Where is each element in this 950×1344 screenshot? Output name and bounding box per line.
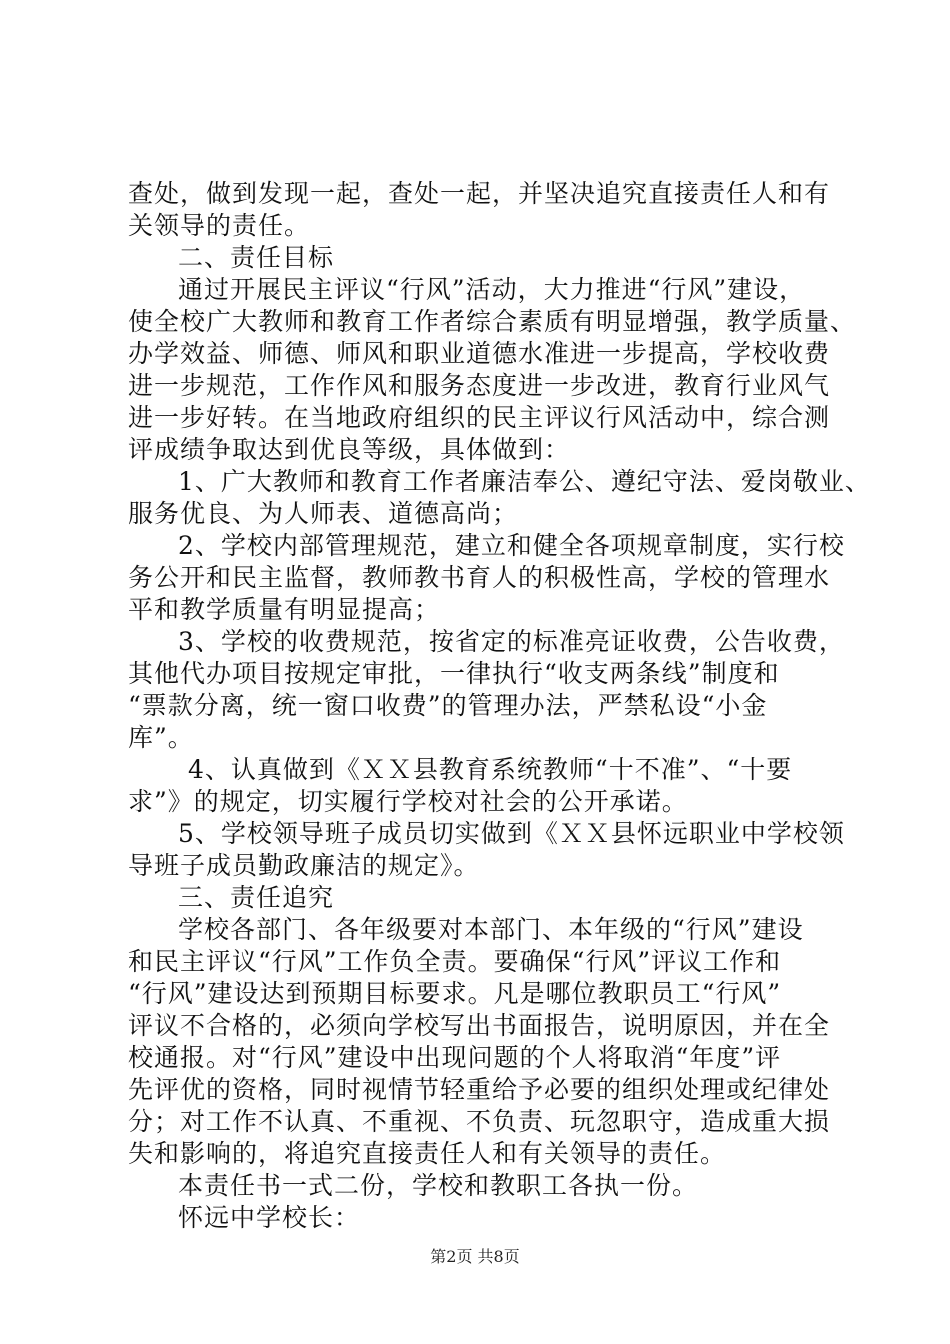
list-item-line: 导班子成员勤政廉洁的规定》。 xyxy=(128,851,480,880)
list-item-line: 4、认真做到《ＸＸ县教育系统教师“十不准”、“十要 xyxy=(188,755,793,784)
body-line: 校通报。对“行风”建设中出现问题的个人将取消“年度”评 xyxy=(128,1043,782,1072)
list-item-line: 其他代办项目按规定审批，一律执行“收支两条线”制度和 xyxy=(128,659,780,688)
body-line: 本责任书一式二份，学校和教职工各执一份。 xyxy=(178,1171,699,1200)
signature-line: 怀远中学校长： xyxy=(178,1203,361,1232)
body-line: 失和影响的，将追究直接责任人和有关领导的责任。 xyxy=(128,1139,727,1168)
body-line: 查处，做到发现一起，查处一起，并坚决追究直接责任人和有 xyxy=(128,179,831,208)
page-number: 第2页 共8页 xyxy=(430,1247,520,1266)
body-line: 评议不合格的，必须向学校写出书面报告，说明原因，并在全 xyxy=(128,1011,831,1040)
body-line: 学校各部门、各年级要对本部门、本年级的“行风”建设 xyxy=(178,915,804,944)
section-heading: 二、责任目标 xyxy=(178,243,335,272)
body-line: 进一步好转。在当地政府组织的民主评议行风活动中，综合测 xyxy=(128,403,831,432)
body-line: 关领导的责任。 xyxy=(128,211,311,240)
list-item-line: 服务优良、为人师表、道德高尚； xyxy=(128,499,519,528)
body-line: 评成绩争取达到优良等级，具体做到： xyxy=(128,435,571,464)
list-item-line: 求”》的规定，切实履行学校对社会的公开承诺。 xyxy=(128,787,688,816)
list-item-line: 2、学校内部管理规范，建立和健全各项规章制度，实行校 xyxy=(178,531,845,560)
body-line: 使全校广大教师和教育工作者综合素质有明显增强，教学质量、 xyxy=(128,307,857,336)
list-item-line: 3、学校的收费规范，按省定的标准亮证收费，公告收费， xyxy=(178,627,845,656)
body-line: 和民主评议“行风”工作负全责。要确保“行风”评议工作和 xyxy=(128,947,782,976)
list-item-line: 库”。 xyxy=(128,723,194,752)
body-line: 办学效益、师德、师风和职业道德水准进一步提高，学校收费 xyxy=(128,339,831,368)
list-item-line: “票款分离，统一窗口收费”的管理办法，严禁私设“小金 xyxy=(128,691,768,720)
list-item-line: 1、广大教师和教育工作者廉洁奉公、遵纪守法、爱岗敬业、 xyxy=(178,467,871,496)
body-line: 分；对工作不认真、不重视、不负责、玩忽职守，造成重大损 xyxy=(128,1107,831,1136)
body-line: 先评优的资格，同时视情节轻重给予必要的组织处理或纪律处 xyxy=(128,1075,831,1104)
list-item-line: 平和教学质量有明显提高； xyxy=(128,595,441,624)
section-heading: 三、责任追究 xyxy=(178,883,335,912)
body-line: 进一步规范，工作作风和服务态度进一步改进，教育行业风气 xyxy=(128,371,831,400)
body-line: 通过开展民主评议“行风”活动，大力推进“行风”建设， xyxy=(178,275,806,304)
list-item-line: 务公开和民主监督，教师教书育人的积极性高，学校的管理水 xyxy=(128,563,831,592)
list-item-line: 5、学校领导班子成员切实做到《ＸＸ县怀远职业中学校领 xyxy=(178,819,845,848)
body-line: “行风”建设达到预期目标要求。凡是哪位教职员工“行风” xyxy=(128,979,782,1008)
